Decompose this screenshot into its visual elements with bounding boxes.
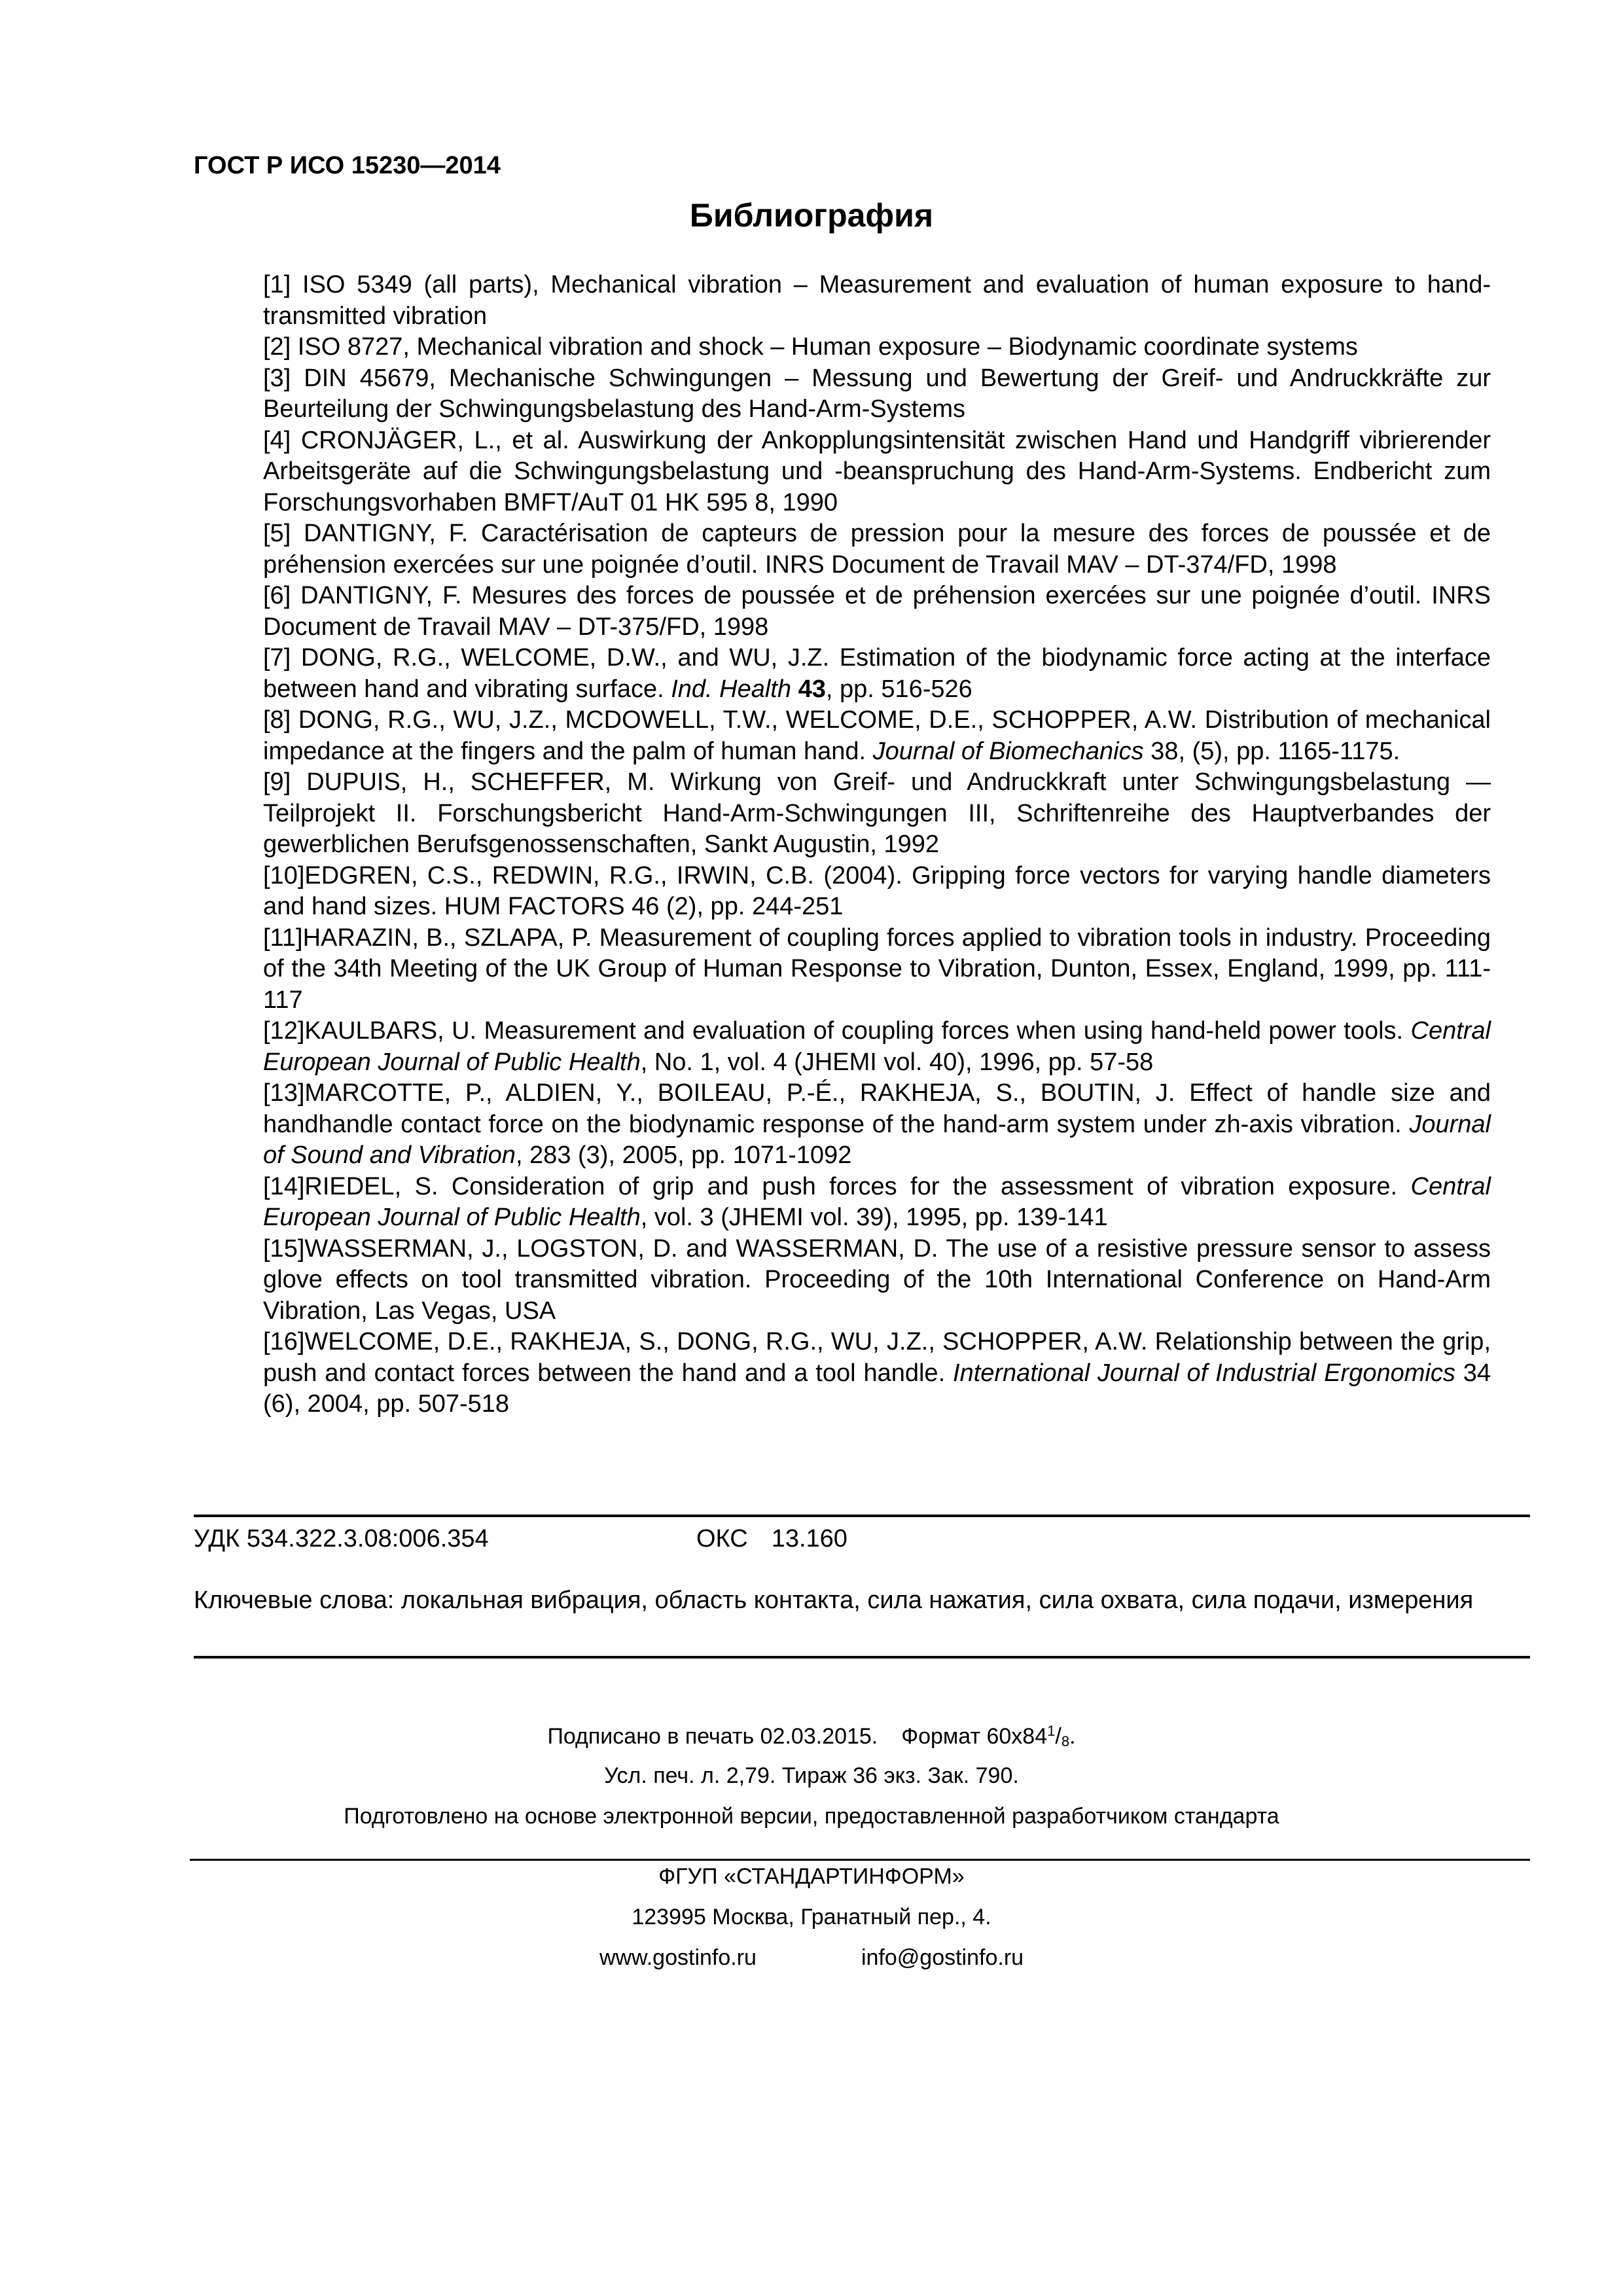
entry-text: WASSERMAN, J., LOGSTON, D. and WASSERMAN, D. The use of a resistive pressure sensor to assess glove effects on tool transmitted vibration. Proceeding of the 10th International Conference on Hand-Arm Vibration, Las Vegas, USA (263, 1234, 1491, 1325)
entry-text: DONG, R.G., WU, J.Z., MCDOWELL, T.W., WELCOME, D.E., SCHOPPER, A.W. Distribution of mechanical impedance at the fingers and the palm of human hand. (263, 706, 1491, 765)
entry-text: , pp. 516-526 (825, 675, 972, 703)
bibliography-list (263, 270, 1491, 1420)
entry-number: [3] (263, 364, 291, 392)
page-title: Библиография (689, 197, 934, 234)
entry-number: [7] (263, 644, 291, 672)
bibliography-entry (263, 425, 1491, 519)
entry-text: 38, (5), pp. 1165-1175. (1143, 737, 1400, 765)
website-link[interactable]: www.gostinfo.ru (599, 1945, 757, 1970)
entry-number: [13] (263, 1079, 305, 1107)
publisher-address: 123995 Москва, Гранатный пер., 4. (632, 1905, 991, 1929)
oks-code: 13.160 (771, 1525, 847, 1552)
bibliography-entry (263, 1078, 1491, 1172)
entry-text: MARCOTTE, P., ALDIEN, Y., BOILEAU, P.-É., RAKHEJA, S., BOUTIN, J. Effect of handle size and handhandle contact force on the biodynamic response of the hand-arm system under zh-axis vibration. (263, 1079, 1491, 1138)
entry-text: DANTIGNY, F. Caractérisation de capteurs de pression pour la mesure des forces de poussée et de préhension exercées sur une poignée d’outil. INRS Document de Travail MAV – DT-374/FD, 1998 (263, 520, 1491, 579)
bibliography-entry (263, 923, 1491, 1016)
entry-text: ISO 5349 (all parts), Mechanical vibration – Measurement and evaluation of human exposure to hand-transmitted vibration (263, 271, 1491, 330)
bibliography-entry (263, 1327, 1491, 1420)
paper-format: Формат $60x84^1/_8$. (901, 1723, 1076, 1749)
entry-number: [8] (263, 706, 291, 734)
journal-title: Central European Journal of Public Health (263, 1017, 1491, 1076)
entry-number: [6] (263, 582, 291, 609)
entry-text: CRONJÄGER, L., et al. Auswirkung der Ankopplungsintensität zwischen Hand und Handgriff vibrierender Arbeitsgeräte auf die Schwingungsbelastung und -beanspruchung des Hand-Arm-Systems. Endbericht zum Forschungsvorhaben BMFT/AuT 01 HK 595 8, 1990 (263, 426, 1491, 516)
divider-top (194, 1515, 1530, 1517)
document-code: ГОСТ Р ИСО 15230—2014 (194, 152, 501, 179)
entry-text: , vol. 3 (JHEMI vol. 39), 1995, pp. 139-141 (640, 1204, 1108, 1231)
volume-number: 43 (798, 675, 826, 703)
entry-text: EDGREN, C.S., REDWIN, R.G., IRWIN, C.B. (2004). Gripping force vectors for varying handle diameters and hand sizes. HUM FACTORS 46 (2), pp. 244-251 (263, 861, 1491, 920)
print-info: Усл. печ. л. 2,79. Тираж 36 экз. Зак. 790. (604, 1763, 1019, 1788)
publisher-name: ФГУП «СТАНДАРТИНФОРМ» (658, 1864, 965, 1889)
entry-text: DIN 45679, Mechanische Schwingungen – Messung und Bewertung der Greif- und Andruckkräfte zur Beurteilung der Schwingungsbelastung des Hand-Arm-Systems (263, 364, 1491, 423)
journal-title: International Journal of Industrial Ergonomics (953, 1359, 1455, 1387)
divider-bottom (194, 1656, 1530, 1659)
entry-text: , 283 (3), 2005, pp. 1071-1092 (515, 1141, 852, 1169)
journal-title: Journal of Sound and Vibration (263, 1110, 1491, 1169)
bibliography-entry (263, 643, 1491, 705)
bibliography-entry (263, 1016, 1491, 1078)
entry-text: DUPUIS, H., SCHEFFER, M. Wirkung von Greif- und Andruckkraft unter Schwingungsbelastung — Teilprojekt II. Forschungsbericht Hand-Arm-Schwingungen III, Schriftenreihe des Hauptverbandes der gewerblichen Berufsgenossenschaften, Sankt Augustin, 1992 (263, 768, 1491, 858)
bibliography-entry (263, 270, 1491, 332)
entry-number: [16] (263, 1328, 305, 1355)
entry-number: [12] (263, 1017, 305, 1045)
entry-number: [4] (263, 426, 291, 454)
prepared-note: Подготовлено на основе электронной версии, предоставленной разработчиком стандарта (344, 1804, 1279, 1829)
bibliography-entry (263, 705, 1491, 767)
entry-number: [1] (263, 271, 291, 298)
entry-number: [10] (263, 861, 305, 889)
bibliography-entry (263, 861, 1491, 923)
entry-number: [9] (263, 768, 291, 796)
bibliography-entry (263, 581, 1491, 643)
entry-number: [15] (263, 1234, 305, 1263)
publisher-contacts (0, 1945, 1623, 1971)
journal-title: Central European Journal of Public Health (263, 1172, 1491, 1231)
entry-number: [2] (263, 333, 291, 361)
entry-number: [11] (263, 924, 303, 952)
udc-code: УДК 534.322.3.08:006.354 (194, 1525, 489, 1552)
keywords: Ключевые слова: локальная вибрация, область контакта, сила нажатия, сила охвата, сила подачи, измерения (194, 1587, 1474, 1614)
entry-text: 34 (6), 2004, pp. 507-518 (263, 1359, 1491, 1418)
bibliography-entry (263, 518, 1491, 581)
entry-text: DANTIGNY, F. Mesures des forces de poussée et de préhension exercées sur une poignée d’outil. INRS Document de Travail MAV – DT-375/FD, 1998 (263, 582, 1491, 641)
entry-text (791, 675, 798, 703)
divider-imprint (190, 1859, 1530, 1861)
entry-text: WELCOME, D.E., RAKHEJA, S., DONG, R.G., WU, J.Z., SCHOPPER, A.W. Relationship between the grip, push and contact forces between the hand and a tool handle. (263, 1328, 1491, 1387)
entry-text: RIEDEL, S. Consideration of grip and push forces for the assessment of vibration exposure. (304, 1172, 1411, 1200)
journal-title: Ind. Health (671, 675, 791, 703)
entry-text: KAULBARS, U. Measurement and evaluation of coupling forces when using hand-held power tools. (304, 1017, 1411, 1045)
journal-title: Journal of Biomechanics (872, 737, 1144, 765)
email-link[interactable]: info@gostinfo.ru (861, 1945, 1024, 1970)
signed-date: Подписано в печать 02.03.2015. (547, 1724, 878, 1749)
bibliography-entry (263, 767, 1491, 861)
entry-text: , No. 1, vol. 4 (JHEMI vol. 40), 1996, pp. 57-58 (640, 1048, 1154, 1076)
bibliography-entry (263, 1234, 1491, 1327)
oks-classification (696, 1525, 847, 1553)
bibliography-entry (263, 332, 1491, 363)
entry-text: DONG, R.G., WELCOME, D.W., and WU, J.Z. Estimation of the biodynamic force acting at the interface between hand and vibrating surface. (263, 644, 1491, 703)
bibliography-entry (263, 363, 1491, 425)
entry-number: [14] (263, 1172, 305, 1200)
oks-label: ОКС (696, 1525, 748, 1552)
entry-number: [5] (263, 520, 291, 547)
entry-text: HARAZIN, B., SZLAPA, P. Measurement of coupling forces applied to vibration tools in industry. Proceeding of the 34th Meeting of the UK Group of Human Response to Vibration, Dunton, Essex, England, 1999, pp. 111-117 (263, 924, 1491, 1014)
entry-text: ISO 8727, Mechanical vibration and shock – Human exposure – Biodynamic coordinate systems (291, 333, 1358, 361)
bibliography-entry (263, 1172, 1491, 1234)
imprint-signed-line (0, 1723, 1623, 1750)
